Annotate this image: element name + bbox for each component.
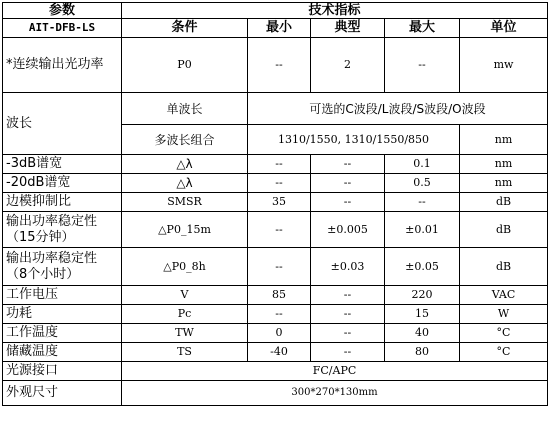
cell-unit: W [460, 305, 548, 324]
table-row [3, 305, 548, 324]
cell-unit: nm [460, 125, 548, 155]
param-name: -3dB谱宽 [3, 155, 122, 174]
cell-typ: -- [311, 305, 385, 324]
table-row [3, 381, 548, 406]
cell-min: 0 [248, 324, 311, 343]
cell-condition: TS [122, 343, 248, 362]
cell-max: 40 [385, 324, 460, 343]
cell-unit: nm [460, 155, 548, 174]
param-name-line1: 输出功率稳定性 [6, 250, 98, 266]
header-condition: 条件 [122, 19, 248, 38]
table-row [3, 362, 548, 381]
cell-unit: nm [460, 174, 548, 193]
param-name: 工作电压 [3, 286, 122, 305]
param-name: *连续输出光功率 [3, 38, 122, 93]
cell-min: -- [248, 305, 311, 324]
cell-min: 35 [248, 193, 311, 212]
cell-typ: -- [311, 343, 385, 362]
cell-condition: SMSR [122, 193, 248, 212]
table-row [3, 93, 548, 125]
cell-value: FC/APC [122, 362, 548, 381]
cell-typ: 2 [311, 38, 385, 93]
param-name: -20dB谱宽 [3, 174, 122, 193]
cell-max: -- [385, 193, 460, 212]
cell-max: 80 [385, 343, 460, 362]
param-name: 工作温度 [3, 324, 122, 343]
cell-condition: TW [122, 324, 248, 343]
cell-condition: △λ [122, 155, 248, 174]
cell-max: 220 [385, 286, 460, 305]
table-row [3, 155, 548, 174]
table-row [3, 193, 548, 212]
cell-max: ±0.05 [385, 248, 460, 286]
cell-value: 可选的C波段/L波段/S波段/O波段 [248, 93, 548, 125]
header-typical: 典型 [311, 19, 385, 38]
cell-condition: 多波长组合 [122, 125, 248, 155]
cell-unit: °C [460, 343, 548, 362]
cell-min: -- [248, 174, 311, 193]
param-name-line2: （15分钟） [6, 229, 75, 245]
header-max: 最大 [385, 19, 460, 38]
cell-min: -- [248, 38, 311, 93]
header-spec: 技术指标 [122, 3, 548, 19]
cell-max: 15 [385, 305, 460, 324]
cell-condition: △λ [122, 174, 248, 193]
cell-min: -- [248, 155, 311, 174]
cell-unit: VAC [460, 286, 548, 305]
header-min: 最小 [248, 19, 311, 38]
cell-typ: ±0.005 [311, 212, 385, 248]
cell-unit: dB [460, 193, 548, 212]
header-param: 参数 [3, 3, 122, 19]
table-row [3, 174, 548, 193]
model-name: AIT-DFB-LS [3, 19, 122, 38]
cell-typ: -- [311, 324, 385, 343]
cell-condition: P0 [122, 38, 248, 93]
cell-min: -40 [248, 343, 311, 362]
cell-condition: V [122, 286, 248, 305]
cell-typ: -- [311, 155, 385, 174]
table-row [3, 343, 548, 362]
cell-condition: Pc [122, 305, 248, 324]
cell-max: 0.5 [385, 174, 460, 193]
cell-min: 85 [248, 286, 311, 305]
cell-max: ±0.01 [385, 212, 460, 248]
cell-value: 1310/1550, 1310/1550/850 [248, 125, 460, 155]
table-row [3, 212, 548, 248]
cell-value: 300*270*130mm [122, 381, 548, 406]
param-name [3, 248, 122, 286]
param-name: 光源接口 [3, 362, 122, 381]
param-name: 边模抑制比 [3, 193, 122, 212]
spec-table [2, 2, 548, 406]
cell-typ: -- [311, 174, 385, 193]
header-unit: 单位 [460, 19, 548, 38]
cell-min: -- [248, 212, 311, 248]
cell-max: -- [385, 38, 460, 93]
cell-unit: dB [460, 248, 548, 286]
param-name: 功耗 [3, 305, 122, 324]
cell-typ: -- [311, 286, 385, 305]
cell-condition: △P0_8h [122, 248, 248, 286]
cell-min: -- [248, 248, 311, 286]
cell-condition: △P0_15m [122, 212, 248, 248]
table-row [3, 38, 548, 93]
table-row [3, 324, 548, 343]
table-row [3, 286, 548, 305]
param-name-line1: 输出功率稳定性 [6, 213, 98, 229]
table-row [3, 248, 548, 286]
cell-condition: 单波长 [122, 93, 248, 125]
cell-unit: mw [460, 38, 548, 93]
cell-unit: °C [460, 324, 548, 343]
cell-unit: dB [460, 212, 548, 248]
param-name: 外观尺寸 [3, 381, 122, 406]
cell-max: 0.1 [385, 155, 460, 174]
param-name-line2: （8个小时） [6, 266, 80, 282]
param-name [3, 212, 122, 248]
param-name: 波长 [3, 93, 122, 155]
cell-typ: -- [311, 193, 385, 212]
param-name: 储藏温度 [3, 343, 122, 362]
cell-typ: ±0.03 [311, 248, 385, 286]
